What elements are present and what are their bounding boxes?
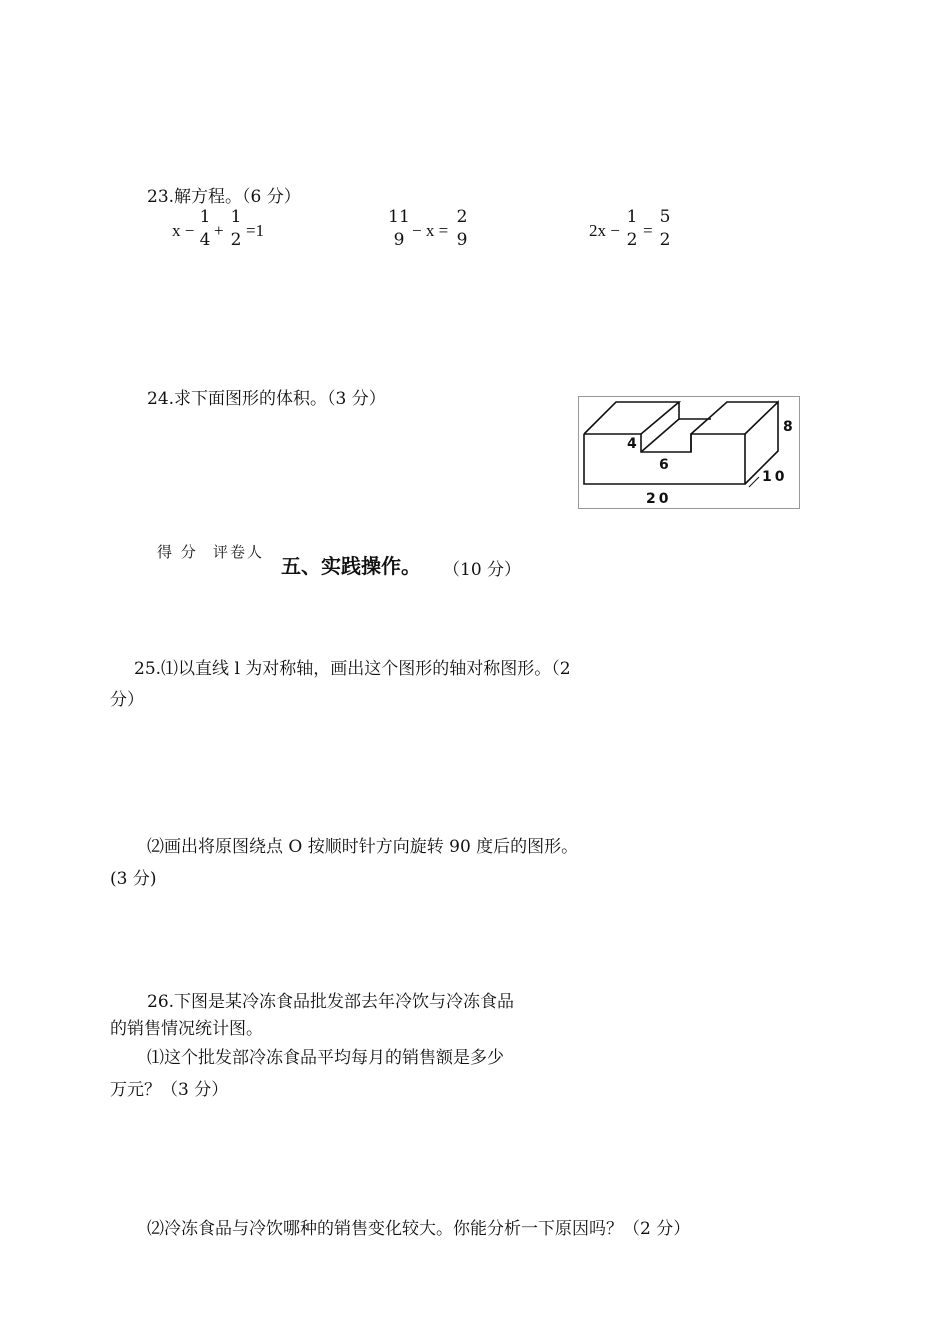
- section-points: （10 分）: [443, 560, 522, 580]
- eq1-f2-denominator: 2: [230, 230, 242, 250]
- q26-line2: 的销售情况统计图。: [110, 1019, 263, 1039]
- eq1-mid: +: [214, 221, 224, 240]
- eq3-fraction-2: [656, 209, 674, 249]
- q23-title: 23.解方程。（6 分）: [147, 187, 301, 207]
- label-depth: 10: [762, 469, 788, 485]
- q24-title: 24.求下面图形的体积。（3 分）: [147, 389, 386, 409]
- eq1-f1-numerator: 1: [199, 207, 211, 227]
- q26-part2: ⑵冷冻食品与冷饮哪种的销售变化较大。你能分析一下原因吗？（2 分）: [147, 1219, 691, 1239]
- eq3-pre: 2x −: [589, 221, 620, 240]
- eq2-fraction-1: [387, 209, 411, 249]
- q26-part1-line1: ⑴这个批发部冷冻食品平均每月的销售额是多少: [147, 1048, 504, 1068]
- eq3-f2-denominator: 2: [659, 230, 671, 250]
- eq3-f1-denominator: 2: [626, 230, 638, 250]
- eq3-f1-numerator: 1: [626, 207, 638, 227]
- eq2-f2-denominator: 9: [456, 230, 468, 250]
- eq2-mid: − x =: [412, 221, 449, 240]
- label-notch-depth: 4: [627, 436, 637, 452]
- q25-part2-line1: ⑵画出将原图绕点 O 按顺时针方向旋转 90 度后的图形。: [147, 837, 579, 857]
- notched-block-drawing: [579, 397, 799, 508]
- label-height: 8: [783, 419, 793, 435]
- eq3-fraction-1: [623, 209, 641, 249]
- top-right-face: [691, 402, 778, 434]
- label-length: 20: [646, 491, 672, 507]
- score-label: 得 分: [157, 543, 198, 561]
- notch-left-wall: [641, 402, 679, 452]
- q25-part2-line2: (3 分): [110, 869, 157, 889]
- eq1-f1-denominator: 4: [199, 230, 211, 250]
- eq2-f2-numerator: 2: [456, 207, 468, 227]
- section-heading: 五、实践操作。: [281, 554, 421, 578]
- eq2-fraction-2: [453, 209, 471, 249]
- eq3-mid: =: [643, 221, 653, 240]
- eq1-post: =1: [246, 221, 265, 240]
- eq1-f2-numerator: 1: [230, 207, 242, 227]
- q25-part1-line2: 分）: [110, 690, 144, 710]
- eq1-fraction-2: [227, 209, 245, 249]
- top-left-face: [584, 402, 679, 434]
- eq1-pre: x −: [172, 221, 195, 240]
- q25-part1-line1: 25.⑴以直线 l 为对称轴，画出这个图形的轴对称图形。（2: [134, 659, 571, 679]
- eq2-f1-denominator: 9: [393, 230, 405, 250]
- eq3-f2-numerator: 5: [659, 207, 671, 227]
- q26-part1-line2: 万元？（3 分）: [110, 1080, 229, 1100]
- eq2-f1-numerator: 11: [388, 207, 410, 227]
- eq1-fraction-1: [196, 209, 214, 249]
- reviewer-label: 评卷人: [213, 543, 265, 561]
- label-notch-width: 6: [659, 457, 669, 473]
- solid-figure: [578, 396, 800, 509]
- q26-line1: 26.下图是某冷冻食品批发部去年冷饮与冷冻食品: [147, 992, 515, 1012]
